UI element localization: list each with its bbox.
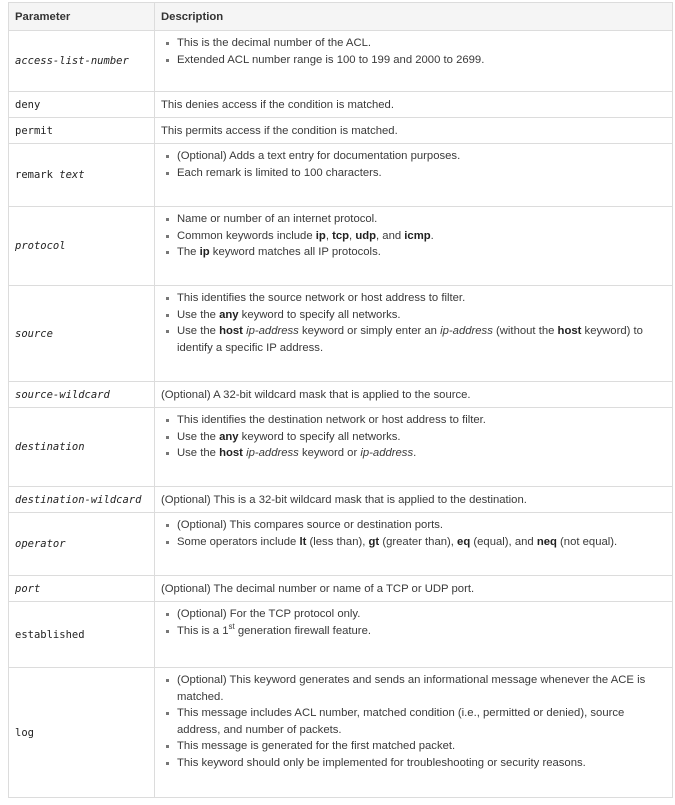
text-segment: protocol [15, 240, 66, 252]
text-segment: The [177, 246, 200, 258]
description-bullet [177, 534, 666, 551]
text-segment: keyword or [298, 447, 361, 459]
text-segment: Use the [177, 325, 220, 337]
text-segment: host [219, 325, 243, 337]
text-segment: , [349, 229, 356, 242]
description-bullet [177, 228, 666, 245]
text-segment: log [15, 726, 34, 739]
table-row [9, 207, 673, 286]
description-bullet [177, 429, 666, 446]
description-list [161, 412, 666, 462]
text-segment: (Optional) A 32-bit wildcard mask that is applied to the source. [161, 388, 471, 401]
text-segment: lt [299, 535, 307, 548]
text-segment: (greater than), [379, 535, 458, 548]
description-bullet [177, 307, 666, 324]
description-bullet [177, 738, 666, 755]
parameter-cell [9, 513, 155, 576]
text-segment: text [59, 169, 85, 181]
table-row [9, 382, 673, 408]
description-cell [155, 207, 673, 286]
text-segment: Use the [177, 308, 220, 321]
text-segment: This identifies the source network or host address to filter. [177, 292, 466, 304]
text-segment: keyword or simply enter an [298, 325, 441, 337]
text-segment: This is the decimal number of the ACL. [177, 37, 372, 49]
description-bullet [177, 148, 666, 165]
description-list [161, 606, 666, 639]
description-list [161, 672, 666, 771]
description-bullet [177, 606, 666, 623]
text-segment: keyword to specify all networks. [238, 430, 401, 443]
description-cell [155, 513, 673, 576]
description-bullet [177, 517, 666, 534]
text-segment: Each remark is limited to 100 characters. [177, 166, 382, 179]
description-cell [155, 118, 673, 144]
table-header-row [9, 3, 673, 31]
description-cell [155, 576, 673, 602]
parameter-cell [9, 408, 155, 487]
description-bullet [177, 623, 666, 640]
description-cell [155, 668, 673, 798]
text-segment: Name or number of an internet protocol. [177, 213, 378, 225]
text-segment: port [15, 582, 41, 595]
text-segment: , and [376, 229, 405, 242]
description-list [161, 517, 666, 550]
text-segment: st [228, 621, 235, 631]
text-segment: remark [15, 169, 60, 181]
text-segment: This permits access if the condition is matched. [161, 124, 398, 137]
description-bullet [177, 290, 666, 307]
header-description: Description [155, 3, 673, 31]
text-segment: keyword) to identify a specific IP address. [177, 325, 643, 354]
text-segment: (Optional) This is a 32-bit wildcard mask that is applied to the destination. [161, 493, 527, 506]
text-segment: This identifies the destination network or host address to filter. [177, 414, 486, 426]
description-cell [155, 31, 673, 92]
description-bullet [177, 35, 666, 52]
text-segment: tcp [332, 229, 350, 242]
text-segment: destination [15, 441, 85, 453]
table-row [9, 408, 673, 487]
parameter-cell [9, 576, 155, 602]
parameter-cell [9, 382, 155, 408]
text-segment: Use the [177, 447, 220, 459]
description-list [161, 35, 666, 68]
text-segment: This denies access if the condition is matched. [161, 98, 394, 111]
text-segment: gt [368, 535, 380, 548]
parameter-cell [9, 92, 155, 118]
header-parameter: Parameter [9, 3, 155, 31]
text-segment: (equal), and [470, 535, 537, 548]
parameter-cell [9, 144, 155, 207]
table-row [9, 144, 673, 207]
description-bullet [177, 323, 666, 356]
text-segment: , [325, 229, 333, 242]
text-segment: ip-address [360, 447, 414, 459]
text-segment: (Optional) This compares source or destination ports. [177, 519, 444, 531]
description-cell [155, 92, 673, 118]
parameter-cell [9, 602, 155, 668]
table-row [9, 668, 673, 798]
description-cell [155, 602, 673, 668]
text-segment: source-wildcard [15, 388, 110, 401]
text-segment: any [219, 308, 239, 321]
table-row [9, 92, 673, 118]
description-cell [155, 382, 673, 408]
description-list [161, 211, 666, 261]
table-row [9, 602, 673, 668]
description-bullet [177, 672, 666, 705]
text-segment: (not equal). [556, 535, 618, 548]
table-row [9, 286, 673, 382]
text-segment: . [413, 447, 417, 459]
text-segment: ip-address [246, 325, 299, 337]
text-segment: keyword matches all IP protocols. [209, 246, 381, 258]
description-list [161, 148, 666, 181]
description-cell [155, 286, 673, 382]
text-segment: udp [355, 229, 377, 242]
text-segment: (Optional) For the TCP protocol only. [177, 608, 361, 620]
text-segment: host [219, 447, 243, 459]
text-segment: generation firewall feature. [234, 624, 371, 637]
acl-parameter-table [8, 2, 673, 798]
description-cell [155, 487, 673, 513]
text-segment: This keyword should only be implemented for troubleshooting or security reasons. [177, 756, 586, 769]
text-segment: This message is generated for the first matched packet. [177, 740, 456, 752]
text-segment: operator [15, 538, 66, 550]
text-segment: icmp [404, 229, 431, 242]
text-segment: host [557, 325, 582, 337]
table-row [9, 118, 673, 144]
text-segment: (Optional) The decimal number or name of a TCP or UDP port. [161, 582, 475, 595]
text-segment: ip [315, 229, 326, 242]
text-segment: (without the [492, 325, 558, 337]
text-segment: source [15, 327, 53, 340]
table-body [9, 31, 673, 798]
description-bullet [177, 445, 666, 462]
description-bullet [177, 412, 666, 429]
text-segment: Use the [177, 430, 220, 443]
text-segment: This message includes ACL number, matched condition (i.e., permitted or denied), source address, and number of packets. [177, 707, 625, 736]
parameter-cell [9, 31, 155, 92]
text-segment: ip [199, 246, 210, 258]
text-segment: access-list-number [15, 55, 129, 67]
parameter-cell [9, 118, 155, 144]
description-list [161, 290, 666, 356]
description-cell [155, 144, 673, 207]
description-bullet [177, 755, 666, 772]
parameter-cell [9, 487, 155, 513]
table-row [9, 487, 673, 513]
parameter-cell [9, 668, 155, 798]
parameter-cell [9, 207, 155, 286]
text-segment: (less than), [306, 535, 369, 548]
text-segment: ip-address [440, 325, 493, 337]
description-bullet [177, 52, 666, 69]
text-segment: neq [536, 535, 557, 548]
description-bullet [177, 211, 666, 228]
text-segment: (Optional) Adds a text entry for documentation purposes. [177, 150, 461, 162]
table-row [9, 576, 673, 602]
description-bullet [177, 165, 666, 182]
text-segment: permit [15, 124, 53, 137]
text-segment: Common keywords include [177, 229, 316, 242]
description-cell [155, 408, 673, 487]
text-segment: established [15, 628, 85, 641]
text-segment: Extended ACL number range is 100 to 199 and 2000 to 2699. [177, 53, 485, 66]
text-segment: deny [15, 98, 41, 111]
text-segment: eq [457, 535, 471, 548]
description-bullet [177, 705, 666, 738]
text-segment: . [430, 229, 434, 242]
text-segment: any [219, 430, 239, 443]
text-segment: ip-address [246, 447, 299, 459]
table-row [9, 513, 673, 576]
text-segment: keyword to specify all networks. [238, 308, 401, 321]
text-segment: Some operators include [177, 535, 300, 548]
parameter-cell [9, 286, 155, 382]
text-segment: destination-wildcard [15, 493, 142, 506]
table-row [9, 31, 673, 92]
text-segment: (Optional) This keyword generates and sends an informational message whenever the ACE is matched. [177, 674, 646, 703]
text-segment: This is a 1 [177, 624, 229, 637]
description-bullet [177, 244, 666, 261]
